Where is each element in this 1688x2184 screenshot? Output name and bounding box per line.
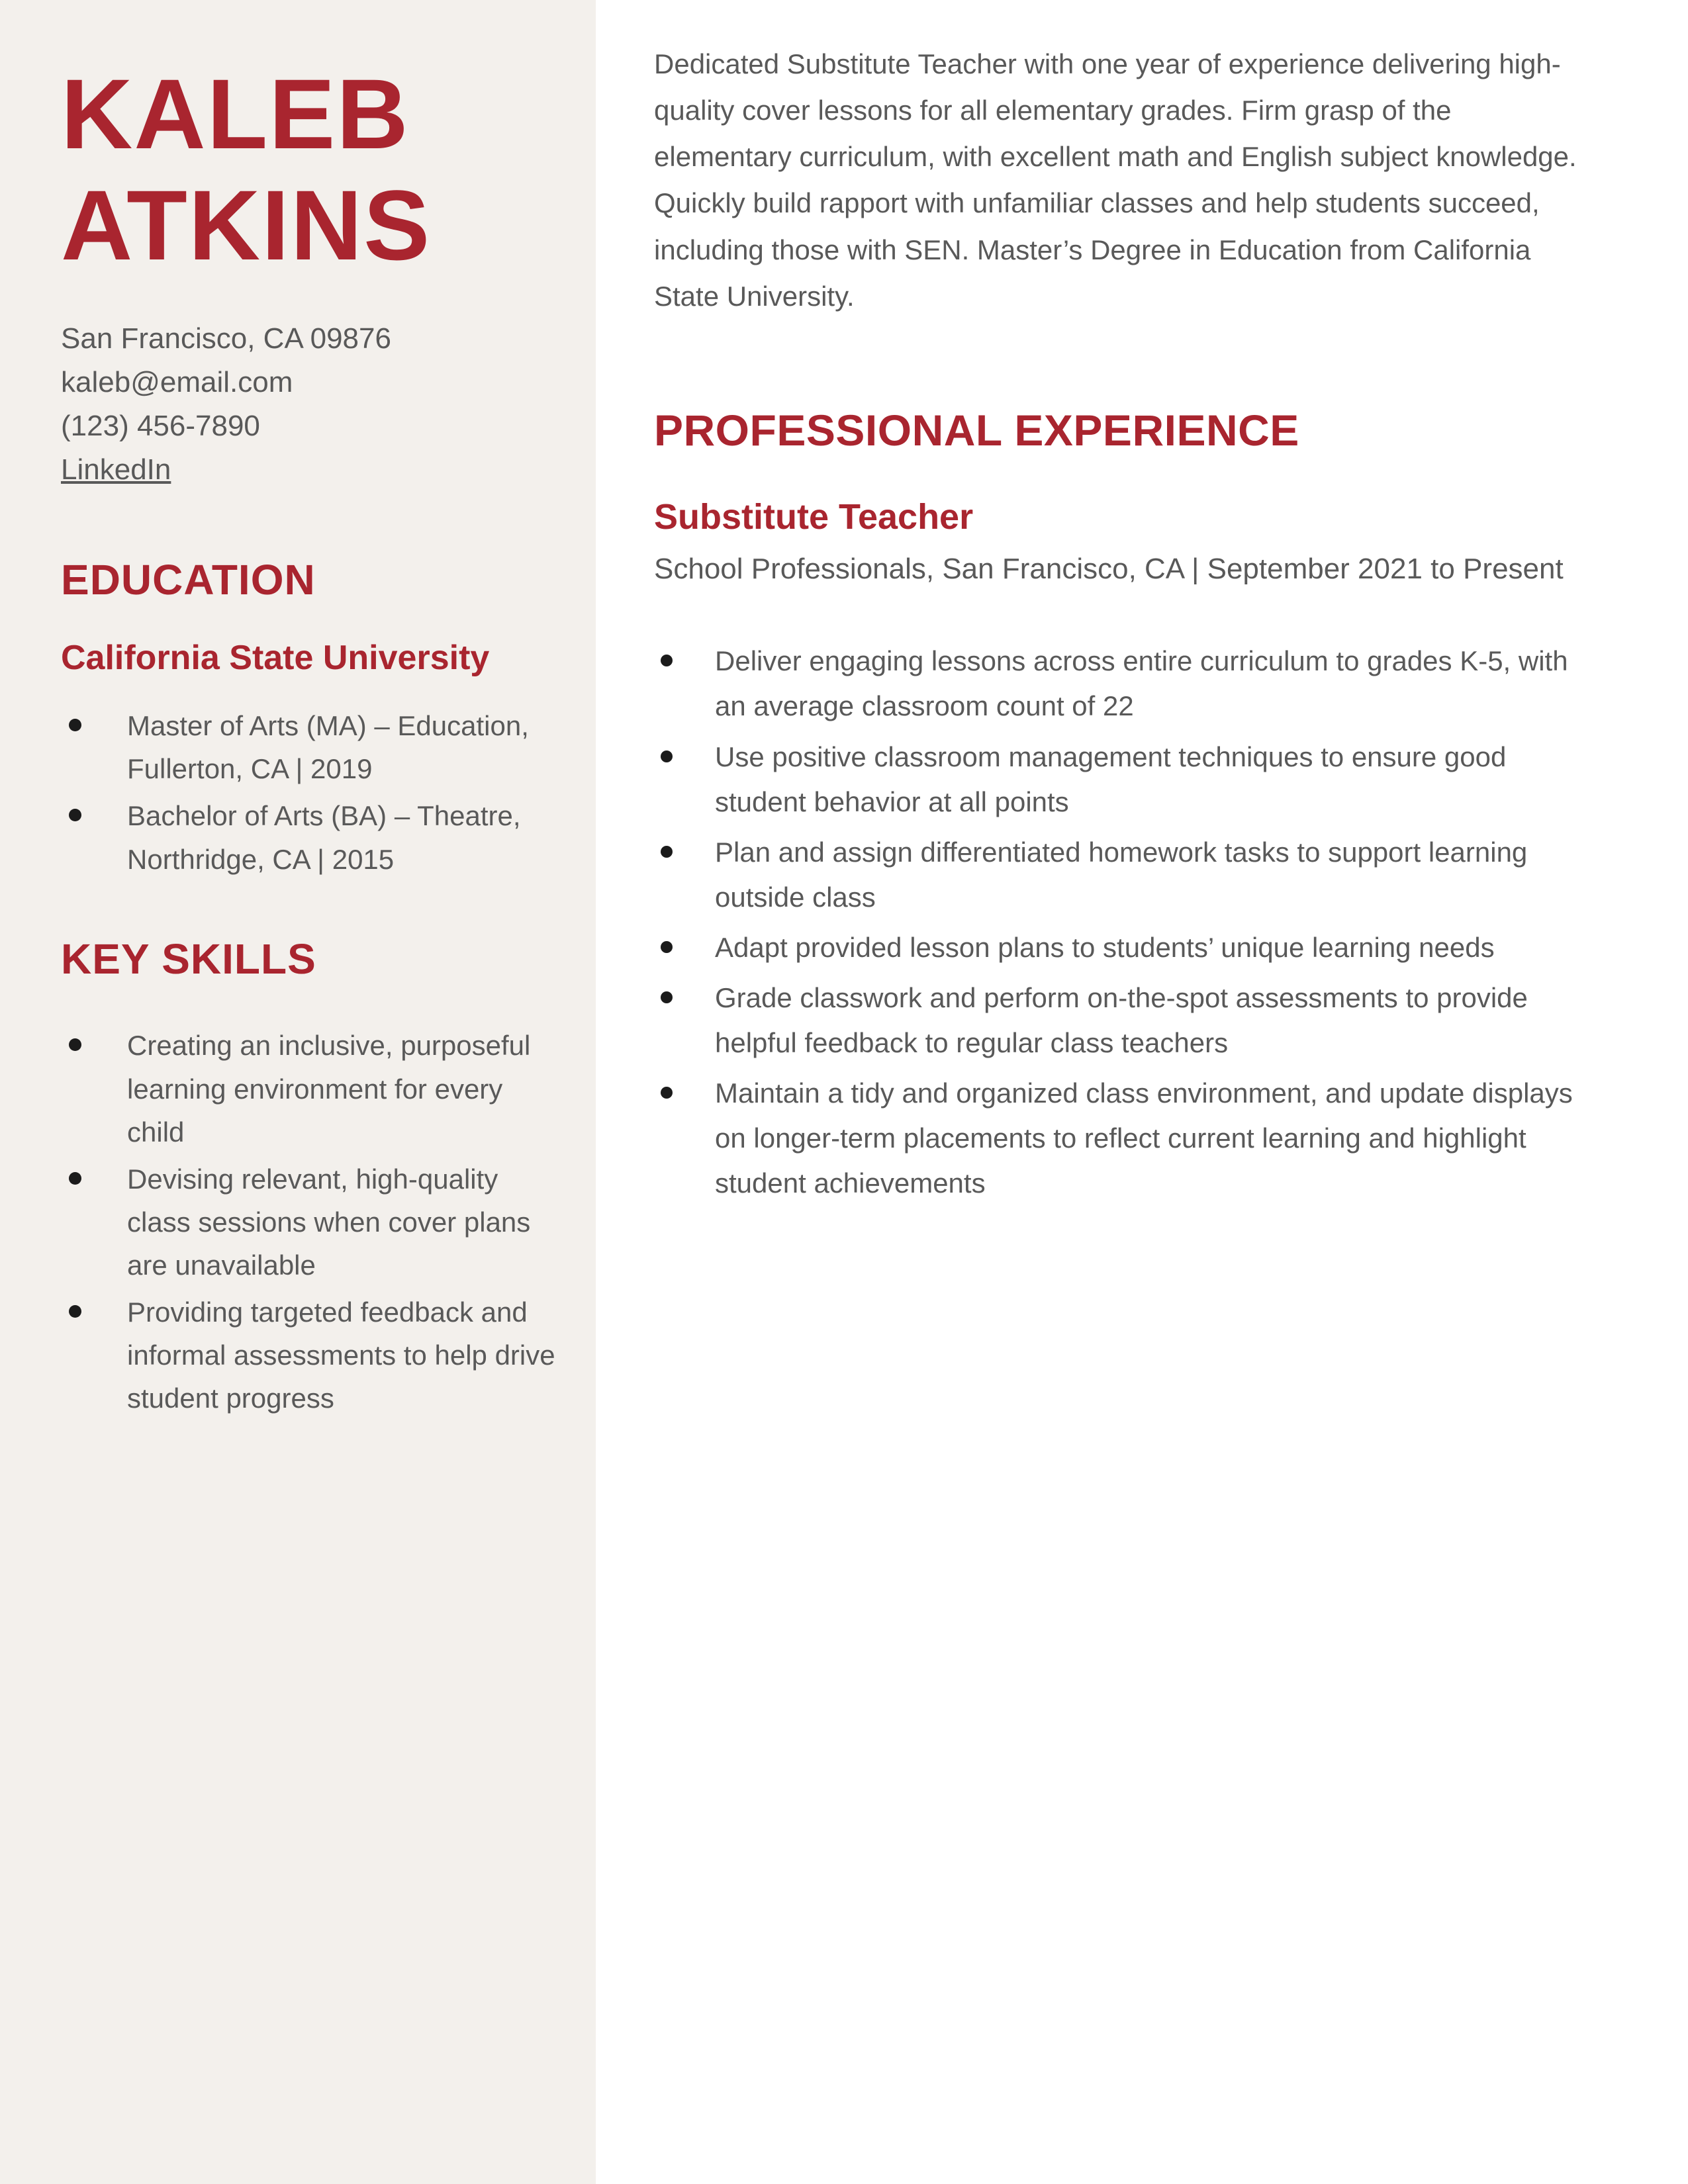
education-header: EDUCATION: [61, 556, 316, 604]
skill-item-2: Devising relevant, high-quality class sessions when cover plans are unavailable: [61, 1158, 556, 1287]
job-meta: School Professionals, San Francisco, CA | September 2021 to Present: [654, 553, 1564, 586]
key-skills-list: [61, 1024, 556, 1420]
last-name: ATKINS: [61, 169, 432, 281]
experience-bullet-6: Maintain a tidy and organized class environment, and update displays on longer-term placements to reflect current learning and highlight student achievements: [654, 1071, 1595, 1206]
education-school: California State University: [61, 638, 490, 677]
experience-bullet-2: Use positive classroom management techniques to ensure good student behavior at all points: [654, 735, 1595, 825]
name-heading: [61, 58, 556, 281]
experience-bullet-1: Deliver engaging lessons across entire curriculum to grades K-5, with an average classroom count of 22: [654, 639, 1595, 729]
contact-email: kaleb@email.com: [61, 366, 293, 398]
summary-text: Dedicated Substitute Teacher with one year of experience delivering high-quality cover lessons for all elementary grades. Firm grasp of the elementary curriculum, with excellent math and English subject knowledge. Quickly build rapport with unfamiliar classes and help students succeed, including those with SEN. Master’s Degree in Education from California State University.: [654, 48, 1577, 312]
experience-header: PROFESSIONAL EXPERIENCE: [654, 405, 1299, 455]
education-item-1: Master of Arts (MA) – Education, Fullerton, CA | 2019: [61, 704, 556, 790]
experience-bullet-3: Plan and assign differentiated homework tasks to support learning outside class: [654, 830, 1595, 920]
key-skills-header: KEY SKILLS: [61, 934, 316, 983]
experience-bullet-5: Grade classwork and perform on-the-spot assessments to provide helpful feedback to regular class teachers: [654, 976, 1595, 1066]
experience-bullet-list: [654, 639, 1595, 1205]
main-content: [596, 0, 1688, 2184]
linkedin-link[interactable]: LinkedIn: [61, 453, 171, 486]
contact-location: San Francisco, CA 09876: [61, 322, 391, 355]
contact-block: [61, 317, 556, 492]
first-name: KALEB: [61, 58, 410, 169]
skill-item-1: Creating an inclusive, purposeful learning environment for every child: [61, 1024, 556, 1153]
skill-item-3: Providing targeted feedback and informal assessments to help drive student progress: [61, 1291, 556, 1420]
contact-phone: (123) 456-7890: [61, 410, 260, 442]
experience-bullet-4: Adapt provided lesson plans to students’ unique learning needs: [654, 925, 1595, 970]
education-item-2: Bachelor of Arts (BA) – Theatre, Northridge, CA | 2015: [61, 794, 556, 880]
sidebar: [0, 0, 596, 2184]
education-list: [61, 704, 556, 880]
job-title: Substitute Teacher: [654, 496, 974, 537]
